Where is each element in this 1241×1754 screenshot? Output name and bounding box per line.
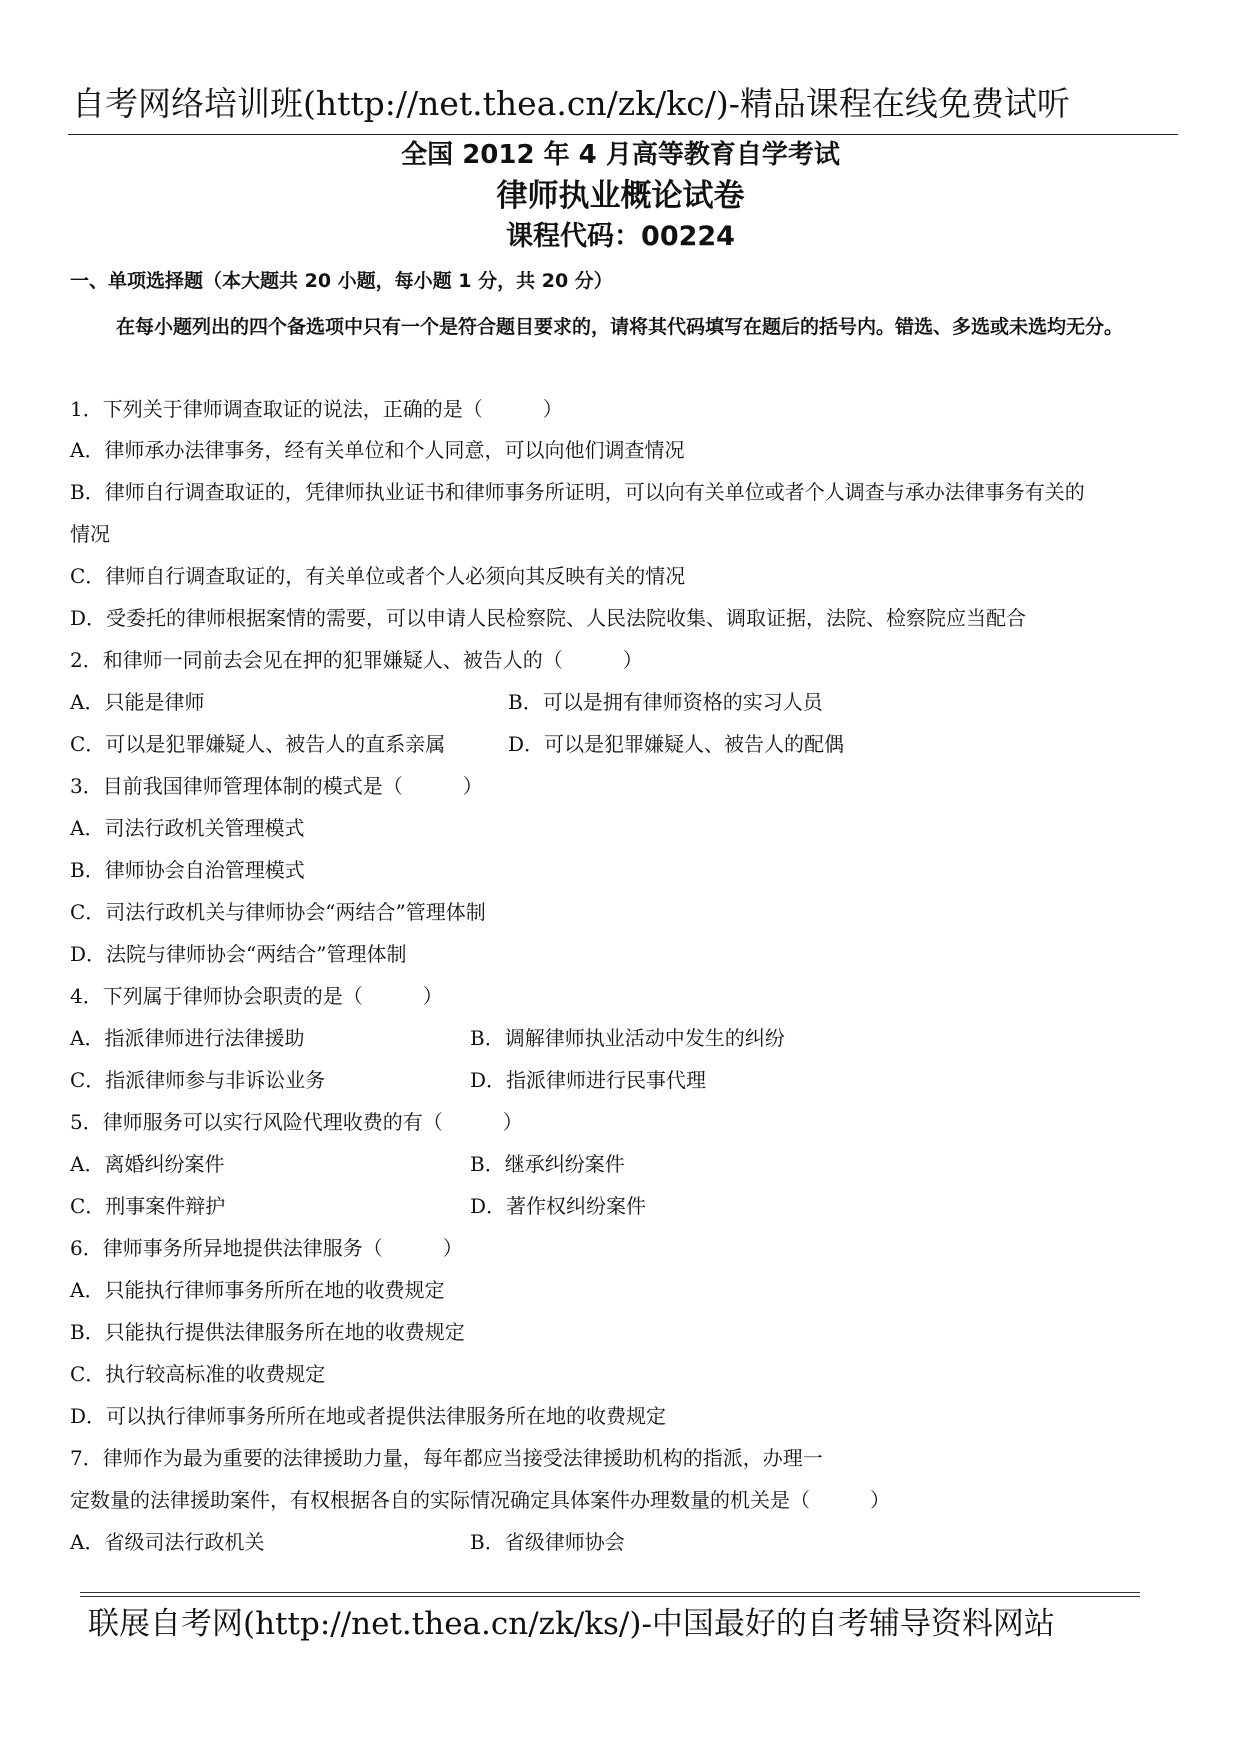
question-1-option-d: D．受委托的律师根据案情的需要，可以申请人民检察院、人民法院收集、调取证据，法院、检察院应当配合 xyxy=(70,606,1027,630)
question-4-option-d: D．指派律师进行民事代理 xyxy=(470,1068,707,1092)
header-rule xyxy=(68,134,1178,135)
question-4-option-c: C．指派律师参与非诉讼业务 xyxy=(70,1068,326,1092)
section-instruction: 在每小题列出的四个备选项中只有一个是符合题目要求的，请将其代码填写在题后的括号内。错选、多选或未选均无分。 xyxy=(116,316,1124,338)
question-1-option-b: B．律师自行调查取证的，凭律师执业证书和律师事务所证明，可以向有关单位或者个人调查与承办法律事务有关的 xyxy=(70,480,1085,504)
question-7-stem-cont: 定数量的法律援助案件，有权根据各自的实际情况确定具体案件办理数量的机关是（ ） xyxy=(70,1488,890,1512)
question-3-stem: 3．目前我国律师管理体制的模式是（ ） xyxy=(70,774,483,798)
question-2-option-c: C．可以是犯罪嫌疑人、被告人的直系亲属 xyxy=(70,732,446,756)
question-1-option-c: C．律师自行调查取证的，有关单位或者个人必须向其反映有关的情况 xyxy=(70,564,686,588)
footer-rule-bottom xyxy=(80,1596,1140,1597)
question-6-option-b: B．只能执行提供法律服务所在地的收费规定 xyxy=(70,1320,465,1344)
question-4-option-a: A．指派律师进行法律援助 xyxy=(70,1026,305,1050)
question-5-option-c: C．刑事案件辩护 xyxy=(70,1194,226,1218)
header-banner: 自考网络培训班(http://net.thea.cn/zk/kc/)-精品课程在线免费试听 xyxy=(72,84,1070,123)
question-1-stem: 1．下列关于律师调查取证的说法，正确的是（ ） xyxy=(70,397,563,421)
question-5-option-b: B．继承纠纷案件 xyxy=(470,1152,625,1176)
footer-rule-top xyxy=(80,1592,1140,1593)
question-3-option-b: B．律师协会自治管理模式 xyxy=(70,858,305,882)
question-6-option-c: C．执行较高标准的收费规定 xyxy=(70,1362,326,1386)
question-6-stem: 6．律师事务所异地提供法律服务（ ） xyxy=(70,1236,463,1260)
question-5-option-d: D．著作权纠纷案件 xyxy=(470,1194,647,1218)
question-1-option-b-cont: 情况 xyxy=(70,522,110,546)
footer-banner: 联展自考网(http://net.thea.cn/zk/ks/)-中国最好的自考辅导资料网站 xyxy=(88,1606,1055,1642)
question-2-option-d: D．可以是犯罪嫌疑人、被告人的配偶 xyxy=(508,732,845,756)
question-5-option-a: A．离婚纠纷案件 xyxy=(70,1152,225,1176)
question-5-stem: 5．律师服务可以实行风险代理收费的有（ ） xyxy=(70,1110,523,1134)
question-6-option-a: A．只能执行律师事务所所在地的收费规定 xyxy=(70,1278,445,1302)
question-7-option-a: A．省级司法行政机关 xyxy=(70,1530,265,1554)
question-4-stem: 4．下列属于律师协会职责的是（ ） xyxy=(70,984,443,1008)
exam-title: 全国 2012 年 4 月高等教育自学考试 xyxy=(401,140,840,170)
question-7-stem: 7．律师作为最为重要的法律援助力量，每年都应当接受法律援助机构的指派，办理一 xyxy=(70,1446,823,1470)
question-4-option-b: B．调解律师执业活动中发生的纠纷 xyxy=(470,1026,785,1050)
question-2-option-a: A．只能是律师 xyxy=(70,690,205,714)
section-heading: 一、单项选择题（本大题共 20 小题，每小题 1 分，共 20 分） xyxy=(70,270,613,292)
course-code: 课程代码：00224 xyxy=(506,221,735,252)
question-7-option-b: B．省级律师协会 xyxy=(470,1530,625,1554)
question-2-stem: 2．和律师一同前去会见在押的犯罪嫌疑人、被告人的（ ） xyxy=(70,648,643,672)
question-3-option-a: A．司法行政机关管理模式 xyxy=(70,816,305,840)
question-6-option-d: D．可以执行律师事务所所在地或者提供法律服务所在地的收费规定 xyxy=(70,1404,667,1428)
question-2-option-b: B．可以是拥有律师资格的实习人员 xyxy=(508,690,823,714)
question-3-option-c: C．司法行政机关与律师协会“两结合”管理体制 xyxy=(70,900,486,924)
question-1-option-a: A．律师承办法律事务，经有关单位和个人同意，可以向他们调查情况 xyxy=(70,438,685,462)
question-3-option-d: D．法院与律师协会“两结合”管理体制 xyxy=(70,942,407,966)
paper-title: 律师执业概论试卷 xyxy=(496,178,745,214)
